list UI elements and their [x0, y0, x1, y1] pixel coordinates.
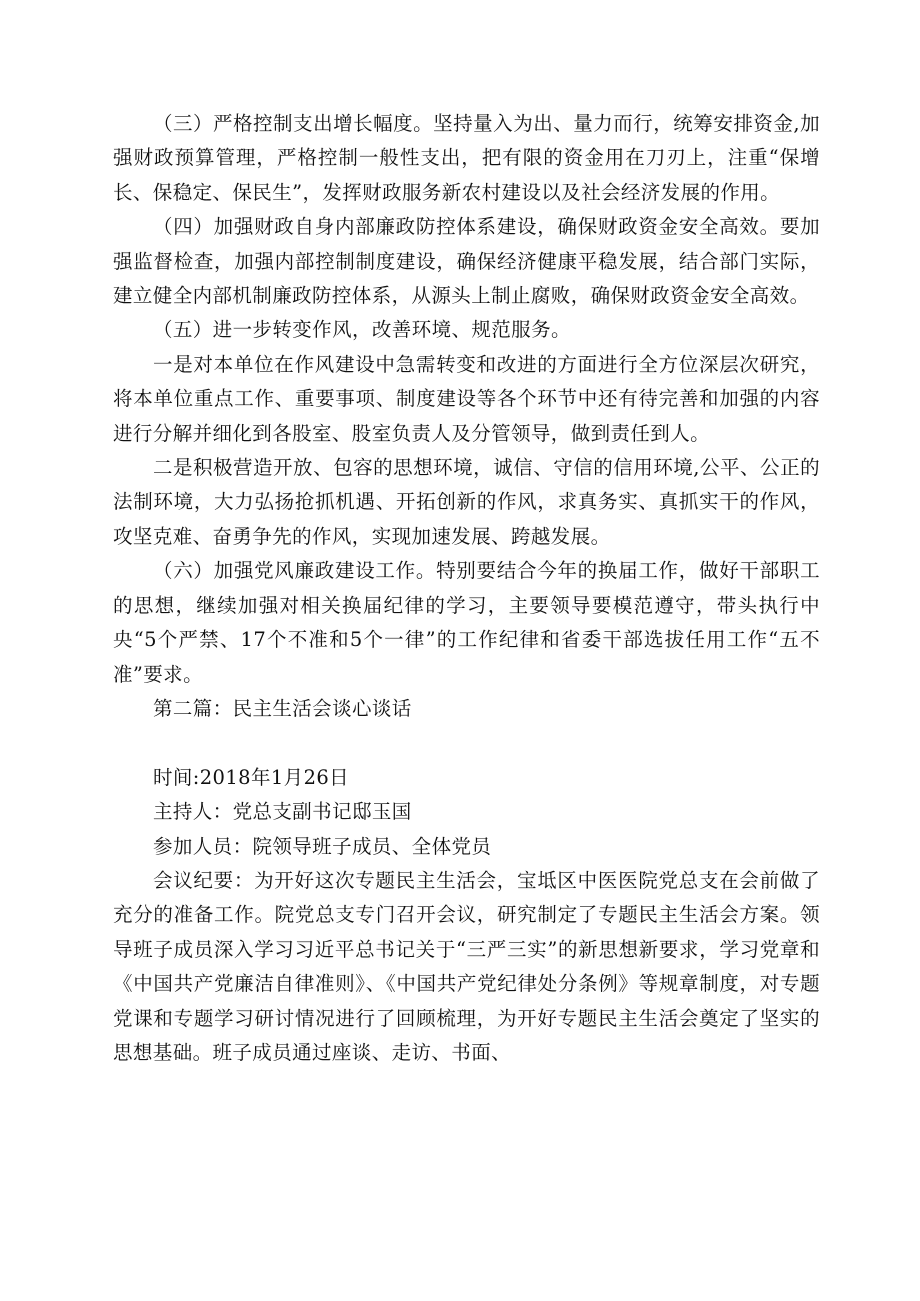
paragraph-6-party-conduct: （六）加强党风廉政建设工作。特别要结合今年的换届工作，做好干部职工的思想，继续加强对相关换届纪律的学习，主要领导要模范遵守，带头执行中央“5个严禁、17个不准和5个一律”的工作纪律和省委干部选拔任用工作“五不准”要求。 — [113, 559, 820, 686]
section-heading-part-two: 第二篇：民主生活会谈心谈话 — [152, 696, 412, 720]
paragraph-work-style-point-1: 一是对本单位在作风建设中急需转变和改进的方面进行全方位深层次研究，将本单位重点工作、重要事项、制度建设等各个环节中还有待完善和加强的内容进行分解并细化到各股室、股室负责人及分管领导，做到责任到人。 — [113, 352, 820, 445]
paragraph-3-expenditure-control: （三）严格控制支出增长幅度。坚持量入为出、量力而行，统筹安排资金,加强财政预算管理，严格控制一般性支出，把有限的资金用在刀刃上，注重“保增长、保稳定、保民生”，发挥财政服务新农村建设以及社会经济发展的作用。 — [113, 112, 820, 204]
paragraph-work-style-point-2: 二是积极营造开放、包容的思想环境，诚信、守信的信用环境,公平、公正的法制环境，大力弘扬抢抓机遇、开拓创新的作风，求真务实、真抓实干的作风，攻坚克难、奋勇争先的作风，实现加速发展、跨越发展。 — [113, 456, 820, 548]
meeting-attendees: 参加人员：院领导班子成员、全体党员 — [152, 834, 492, 858]
blank-line — [113, 726, 820, 760]
meeting-time: 时间:2018年1月26日 — [152, 765, 350, 789]
meeting-host: 主持人：党总支副书记邸玉国 — [152, 800, 412, 824]
paragraph-5-work-style: （五）进一步转变作风，改善环境、规范服务。 — [152, 318, 571, 342]
meeting-summary: 会议纪要：为开好这次专题民主生活会，宝坻区中医医院党总支在会前做了充分的准备工作。院党总支专门召开会议，研究制定了专题民主生活会方案。领导班子成员深入学习习近平总书记关于“三严三实”的新思想新要求，学习党章和《中国共产党廉洁自律准则》、《中国共产党纪律处分条例》等规章制度，对专题党课和专题学习研讨情况进行了回顾梳理，为开好专题民主生活会奠定了坚实的思想基础。班子成员通过座谈、走访、书面、 — [113, 868, 820, 1064]
paragraph-4-anti-corruption-system: （四）加强财政自身内部廉政防控体系建设，确保财政资金安全高效。要加强监督检查，加强内部控制制度建设，确保经济健康平稳发展，结合部门实际，建立健全内部机制廉政防控体系，从源头上制止腐败，确保财政资金安全高效。 — [113, 215, 820, 308]
